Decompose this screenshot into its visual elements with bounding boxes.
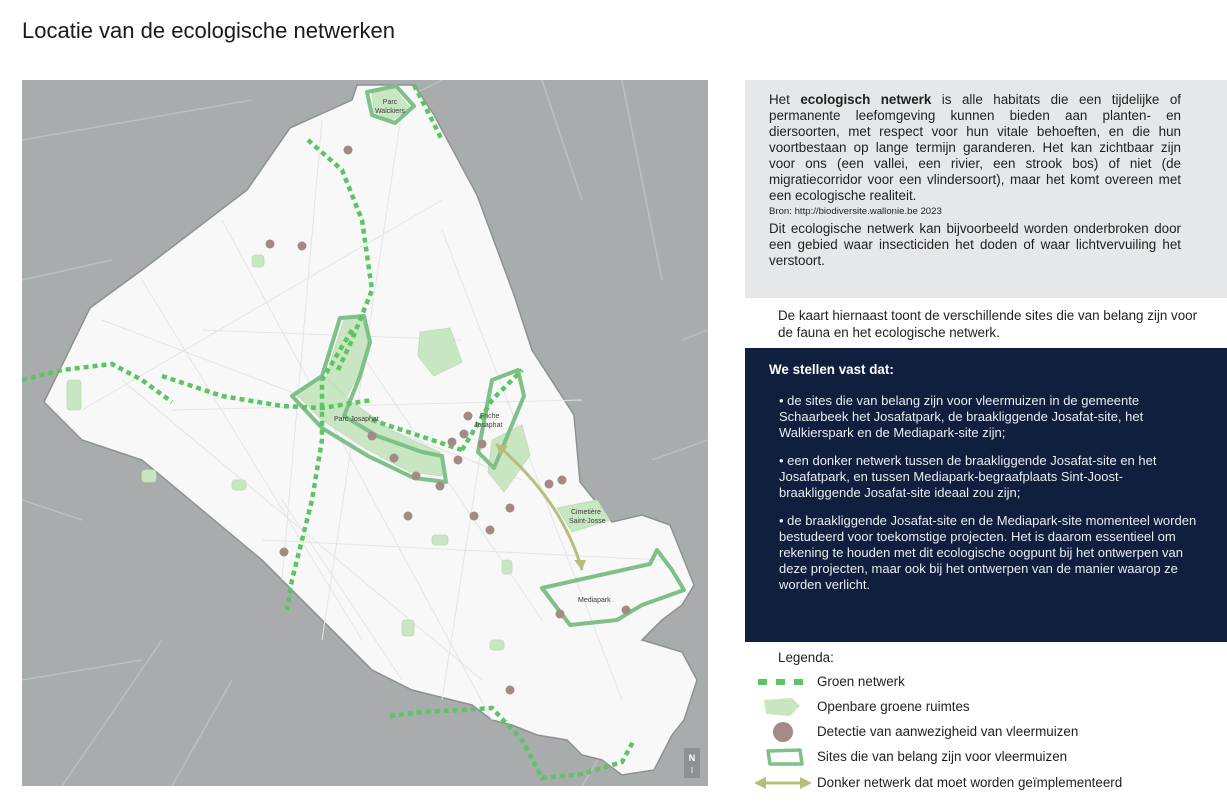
green-area-icon [752,696,812,718]
dashed-green-line-icon [752,671,812,693]
north-arrow-icon [684,748,700,778]
double-arrow-icon [752,772,812,794]
legend-label: Groen netwerk [817,674,905,689]
findings-heading: We stellen vast dat: [769,362,894,377]
legend-title: Legenda: [778,650,834,665]
definition-source: Bron: http://biodiversite.wallonie.be 2023 [769,206,942,217]
label-mediapark: Mediapark [578,597,611,604]
legend-item-bat-detection [752,721,1222,743]
label-cimetiere-1: Cimetière [571,509,601,516]
legend-item-green-spaces [752,696,1222,718]
label-parc-josaphat: Parc Josaphat [334,416,379,423]
map-panel[interactable] [22,80,708,786]
legend-label: Openbare groene ruimtes [817,699,970,714]
legend-item-bat-sites [752,746,1222,768]
legend-label: Detectie van aanwezigheid van vleermuizen [817,724,1079,739]
label-parc-walckiers-2: Walckiers [374,108,406,115]
definition-box [745,80,1227,298]
legend-item-dark-network [752,772,1222,794]
legend-item-green-network [752,671,1222,693]
north-tick: I [690,766,694,775]
definition-prefix: Het [769,92,801,107]
label-friche-josaphat-2: Josaphat [474,422,503,429]
map-svg [22,80,708,786]
label-parc-walckiers-1: Parc [382,99,398,106]
definition-text [769,92,1181,204]
definition-interruption: Dit ecologische netwerk kan bijvoorbeeld worden onderbroken door een gebied waar insecticiden het doden of waar lichtvervuiling het verstoort. [769,221,1181,268]
finding-item: • de braakliggende Josafat-site en de Mediapark-site momenteel worden bestudeerd voor toekomstige projecten. Het is daarom essentieel om rekening te houden met dit ecologische oogpunt bij het ontwerpen van deze projecten, maar ook bij het ontwerpen van de manier waarop ze worden verlicht. [779,513,1197,592]
brown-dot-icon [752,721,812,743]
finding-item: • de sites die van belang zijn voor vleermuizen in de gemeente Schaarbeek het Josafatpark, de braakliggende Josafat-site, het Walkierspark en de Mediapark-site zijn; [779,393,1144,440]
definition-body: is alle habitats die een tijdelijke of permanente leefomgeving kunnen bieden aan planten- en diersoorten, met respect voor hun vitale behoeften, en die hun voortbestaan op lange termijn garanderen. Het kan zichtbaar zijn voor ons (een vallei, een rivier, een strook bos) of niet (de migratiecorridor voor een vlindersoort), maar het komt overeen met een ecologische realiteit. [769,92,1182,203]
north-label: N [688,753,696,763]
label-cimetiere-2: Saint-Josse [569,518,606,525]
site-outline-icon [752,746,812,768]
definition-term: ecologisch netwerk [800,92,932,107]
map-intro-text: De kaart hiernaast toont de verschillende sites die van belang zijn voor de fauna en het ecologische netwerk. [778,308,1198,340]
legend-label: Sites die van belang zijn voor vleermuizen [817,749,1068,764]
label-friche-josaphat-1: Friche [480,413,500,420]
legend-label: Donker netwerk dat moet worden geïmplementeerd [817,775,1123,790]
page-title: Locatie van de ecologische netwerken [22,18,396,43]
finding-item: • een donker netwerk tussen de braakliggende Josafat-site en het Josafatpark, en tussen Mediapark-begraafplaats Sint-Joost-braakliggende Josafat-site ideaal zou zijn; [779,453,1157,500]
findings-box [745,348,1227,642]
